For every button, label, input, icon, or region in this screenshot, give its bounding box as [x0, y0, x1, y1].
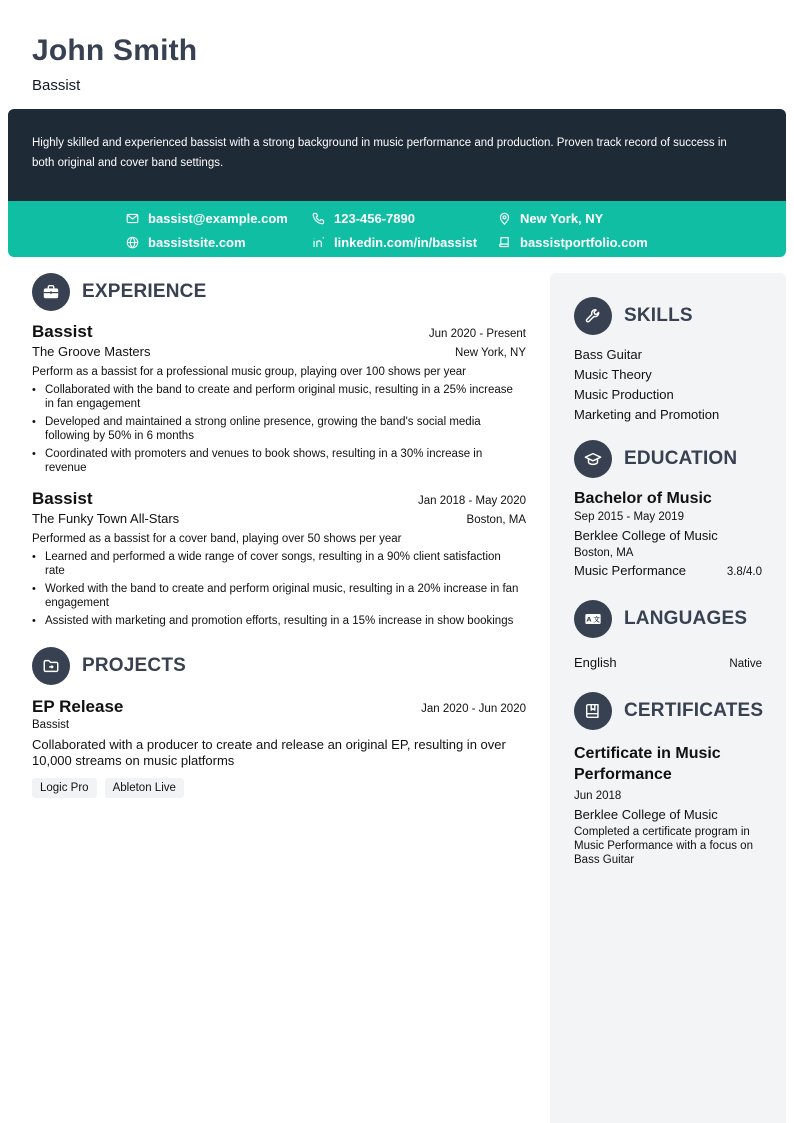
skill-item: Marketing and Promotion — [574, 407, 720, 422]
language-level: Native — [729, 658, 762, 670]
language-icon — [574, 600, 612, 638]
svg-text:A: A — [586, 616, 592, 624]
education-field: Music Performance — [574, 563, 686, 578]
project-role: Bassist — [32, 719, 70, 731]
mail-icon — [126, 212, 139, 225]
job-location: Boston, MA — [466, 514, 526, 526]
job-description: Perform as a bassist for a professional music group, playing over 100 shows per year — [32, 366, 467, 378]
job-title: Bassist — [32, 322, 93, 341]
contact-linkedin-text: linkedin.com/in/bassist — [334, 234, 478, 250]
job-bullets — [32, 550, 526, 628]
projects-heading: PROJECTS — [82, 655, 187, 676]
project-date: Jan 2020 - Jun 2020 — [421, 703, 526, 715]
certificate-title: Certificate in Music Performance — [574, 745, 721, 783]
project-tags — [32, 778, 526, 798]
graduation-cap-icon — [574, 440, 612, 478]
contact-portfolio-text: bassistportfolio.com — [520, 234, 648, 250]
job-bullet: • Collaborated with the band to create and perform original music, resulting in a 25% increase in fan engagement — [32, 383, 526, 411]
contact-email[interactable] — [126, 210, 288, 226]
globe-icon — [126, 236, 139, 249]
job-date: Jan 2018 - May 2020 — [417, 495, 526, 507]
bookmark-book-icon — [574, 692, 612, 730]
projects-header — [32, 647, 526, 685]
job-entry — [32, 321, 526, 475]
contact-website-text: bassistsite.com — [148, 234, 246, 250]
certificates-heading: CERTIFICATES — [624, 700, 764, 721]
education-degree: Bachelor of Music — [574, 490, 712, 507]
portfolio-book-icon — [498, 236, 511, 249]
folder-icon — [32, 647, 70, 685]
resume-header — [32, 34, 197, 95]
phone-icon — [312, 212, 325, 225]
job-bullet: • Worked with the band to create and perform original music, resulting in a 20% increase in fan engagement — [32, 582, 526, 610]
map-pin-icon — [498, 212, 511, 225]
job-bullet: • Developed and maintained a strong online presence, growing the band's social media following by 50% in 6 months — [32, 415, 526, 443]
project-tag: Logic Pro — [32, 778, 97, 798]
job-date: Jun 2020 - Present — [428, 328, 526, 340]
languages-heading: LANGUAGES — [624, 608, 748, 629]
main-column — [32, 273, 526, 798]
briefcase-icon — [32, 273, 70, 311]
summary-text: Highly skilled and experienced bassist with a strong background in music performance and production. Proven track record of success in both original and cover band settings. — [32, 137, 727, 169]
certificate-description: Completed a certificate program in Music Performance with a focus on Bass Guitar — [574, 826, 753, 866]
contact-bar — [8, 201, 786, 257]
contact-phone[interactable] — [312, 210, 415, 226]
job-entry — [32, 488, 526, 628]
job-company: The Funky Town All-Stars — [32, 511, 180, 526]
contact-phone-text: 123-456-7890 — [334, 210, 415, 226]
skills-header — [574, 297, 762, 335]
job-bullet: • Learned and performed a wide range of cover songs, resulting in a 90% client satisfaction rate — [32, 550, 526, 578]
candidate-title: Bassist — [32, 77, 81, 94]
skill-item: Music Production — [574, 387, 674, 402]
languages-header — [574, 600, 762, 638]
sidebar — [550, 273, 786, 1123]
skills-list — [574, 345, 762, 425]
education-date: Sep 2015 - May 2019 — [574, 511, 684, 523]
contact-email-text: bassist@example.com — [148, 210, 288, 226]
job-bullet: • Coordinated with promoters and venues to book shows, resulting in a 30% increase in revenue — [32, 447, 526, 475]
skill-item: Bass Guitar — [574, 347, 642, 362]
skills-heading: SKILLS — [624, 305, 693, 326]
candidate-name: John Smith — [32, 34, 198, 67]
education-heading: EDUCATION — [624, 448, 738, 469]
job-location: New York, NY — [455, 347, 526, 359]
experience-heading: EXPERIENCE — [82, 281, 207, 302]
education-header — [574, 440, 762, 478]
job-bullet: • Assisted with marketing and promotion efforts, resulting in a 15% increase in show bookings — [32, 614, 526, 628]
certificates-header — [574, 692, 762, 730]
job-bullets — [32, 383, 526, 475]
certificate-date: Jun 2018 — [574, 790, 622, 802]
project-title: EP Release — [32, 697, 124, 716]
contact-website[interactable] — [126, 234, 246, 250]
education-school: Berklee College of Music — [574, 528, 718, 543]
summary-panel — [8, 109, 786, 201]
contact-linkedin[interactable] — [312, 234, 477, 250]
project-description: Collaborated with a producer to create and release an original EP, resulting in over 10,000 streams on music platforms — [32, 737, 506, 768]
contact-location-text: New York, NY — [520, 210, 604, 226]
education-field-row — [574, 562, 762, 580]
education-gpa: 3.8/4.0 — [726, 566, 762, 578]
project-entry — [32, 696, 526, 798]
wrench-icon — [574, 297, 612, 335]
contact-location — [498, 210, 603, 226]
skill-item: Music Theory — [574, 367, 652, 382]
contact-portfolio[interactable] — [498, 234, 648, 250]
language-name: English — [574, 655, 617, 670]
language-row — [574, 654, 762, 672]
job-title: Bassist — [32, 489, 93, 508]
linkedin-icon — [312, 236, 325, 249]
certificate-issuer: Berklee College of Music — [574, 807, 718, 822]
job-description: Performed as a bassist for a cover band, playing over 50 shows per year — [32, 533, 402, 545]
project-tag: Ableton Live — [105, 778, 184, 798]
svg-text:文: 文 — [593, 616, 600, 624]
experience-header — [32, 273, 526, 311]
job-company: The Groove Masters — [32, 344, 151, 359]
education-location: Boston, MA — [574, 547, 634, 559]
